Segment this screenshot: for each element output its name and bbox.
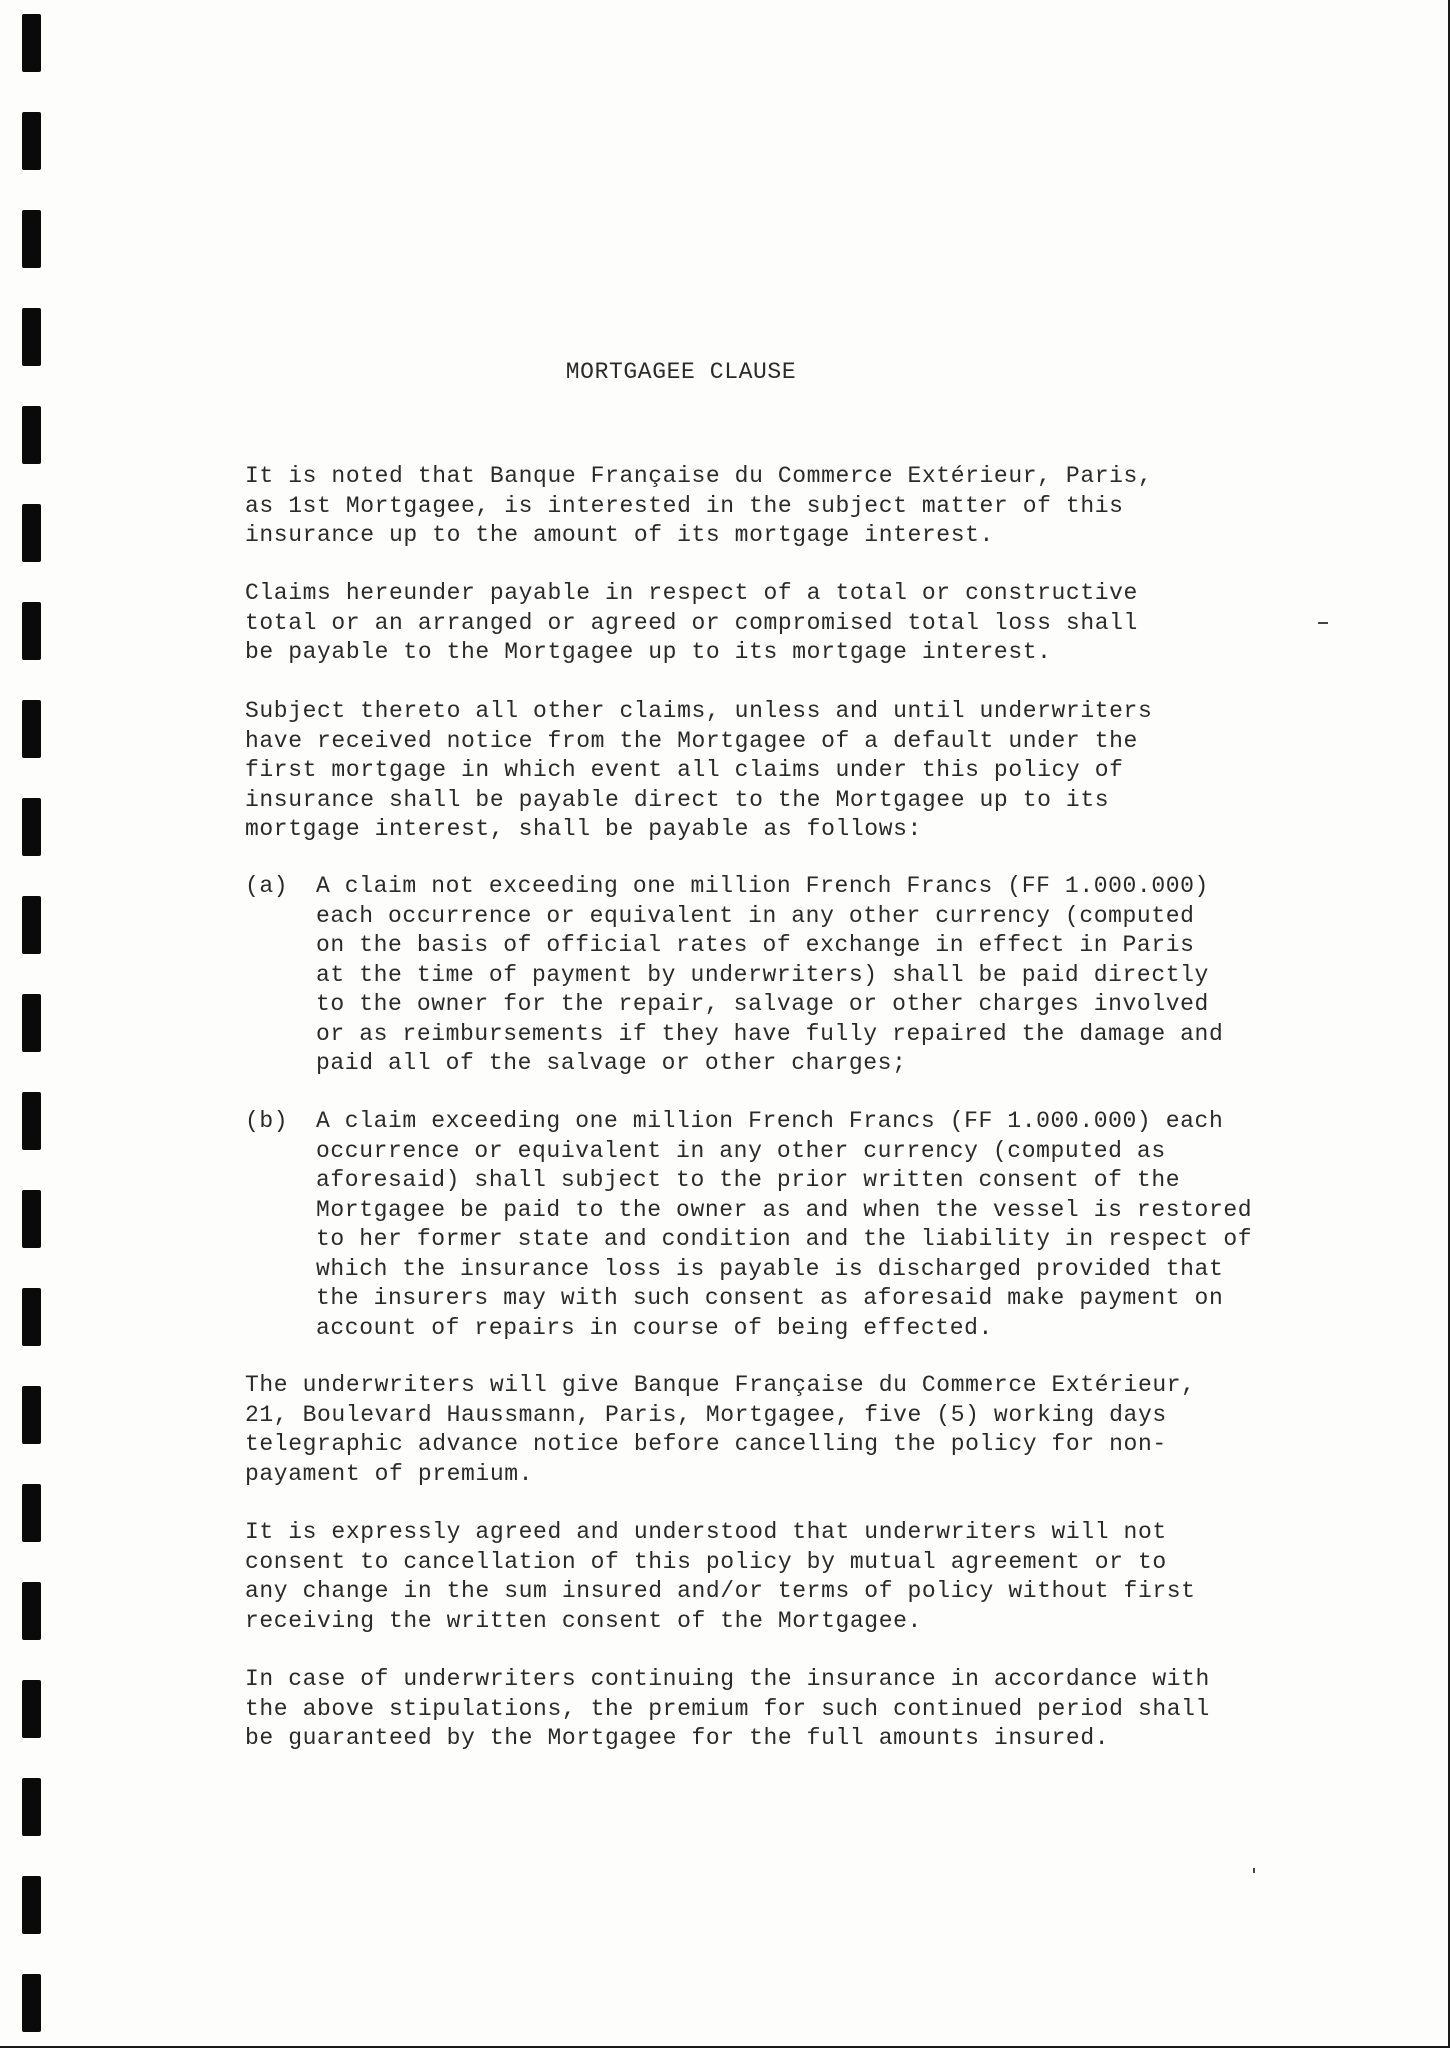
scan-speck [1318, 622, 1328, 624]
binding-hole-mark [22, 896, 41, 954]
binding-hole-mark [22, 798, 41, 856]
binding-hole-mark [22, 112, 41, 170]
binding-hole-mark [22, 406, 41, 464]
binding-hole-mark [22, 1876, 41, 1934]
binding-hole-mark [22, 210, 41, 268]
paragraph-other-claims: Subject thereto all other claims, unless and until underwriters have received notice from the Mortgagee of a default under the first mortgage in which event all claims under this policy of insurance shall be payable direct to the Mortgagee up to its mortgage interest, shall be payable as follows: [245, 698, 1153, 842]
paragraph-cancellation-notice: The underwriters will give Banque Française du Commerce Extérieur, 21, Boulevard Haussmann, Paris, Mortgagee, five (5) working days telegraphic advance notice before cancelling the policy for non- payament of premium. [245, 1372, 1196, 1487]
binding-hole-mark [22, 700, 41, 758]
item-b-text: A claim exceeding one million French Francs (FF 1.000.000) each occurrence or equivalent in any other currency (computed as aforesaid) shall subject to the prior written consent of the Mortgagee be paid to the owner as and when the vessel is restored to her former state and condition and the liability in respect of which the insurance loss is payable is discharged provided that the insurers may with such consent as aforesaid make payment on account of repairs in course of being effected. [316, 1108, 1253, 1341]
document-title: MORTGAGEE CLAUSE [565, 359, 797, 385]
item-a-label: (a) [245, 873, 289, 899]
binding-hole-mark [22, 1582, 41, 1640]
paragraph-mortgagee-interest: It is noted that Banque Française du Commerce Extérieur, Paris, as 1st Mortgagee, is interested in the subject matter of this insurance up to the amount of its mortgage interest. [245, 463, 1153, 548]
paragraph-premium-guarantee: In case of underwriters continuing the insurance in accordance with the above stipulations, the premium for such continued period shall be guaranteed by the Mortgagee for the full amounts insured. [245, 1666, 1210, 1751]
binding-hole-mark [22, 504, 41, 562]
binding-hole-mark [22, 1386, 41, 1444]
binding-hole-mark [22, 14, 41, 72]
binding-hole-mark [22, 1092, 41, 1150]
binding-hole-mark [22, 1190, 41, 1248]
paragraph-consent-required: It is expressly agreed and understood that underwriters will not consent to cancellation of this policy by mutual agreement or to any change in the sum insured and/or terms of policy without first receiving the written consent of the Mortgagee. [245, 1519, 1196, 1634]
binding-hole-mark [22, 1778, 41, 1836]
binding-hole-mark [22, 1680, 41, 1738]
scan-speck [1253, 1868, 1255, 1873]
binding-hole-mark [22, 1974, 41, 2032]
item-b-label: (b) [245, 1108, 289, 1134]
binding-hole-mark [22, 1288, 41, 1346]
binding-hole-mark [22, 994, 41, 1052]
paragraph-total-loss-claims: Claims hereunder payable in respect of a total or constructive total or an arranged or agreed or compromised total loss shall be payable to the Mortgagee up to its mortgage interest. [245, 580, 1138, 665]
binding-hole-mark [22, 1484, 41, 1542]
binding-hole-mark [22, 602, 41, 660]
item-a-text: A claim not exceeding one million French Francs (FF 1.000.000) each occurrence or equivalent in any other currency (computed on the basis of official rates of exchange in effect in Paris at the time of payment by underwriters) shall be paid directly to the owner for the repair, salvage or other charges involved or as reimbursements if they have fully repaired the damage and paid all of the salvage or other charges; [316, 873, 1224, 1076]
